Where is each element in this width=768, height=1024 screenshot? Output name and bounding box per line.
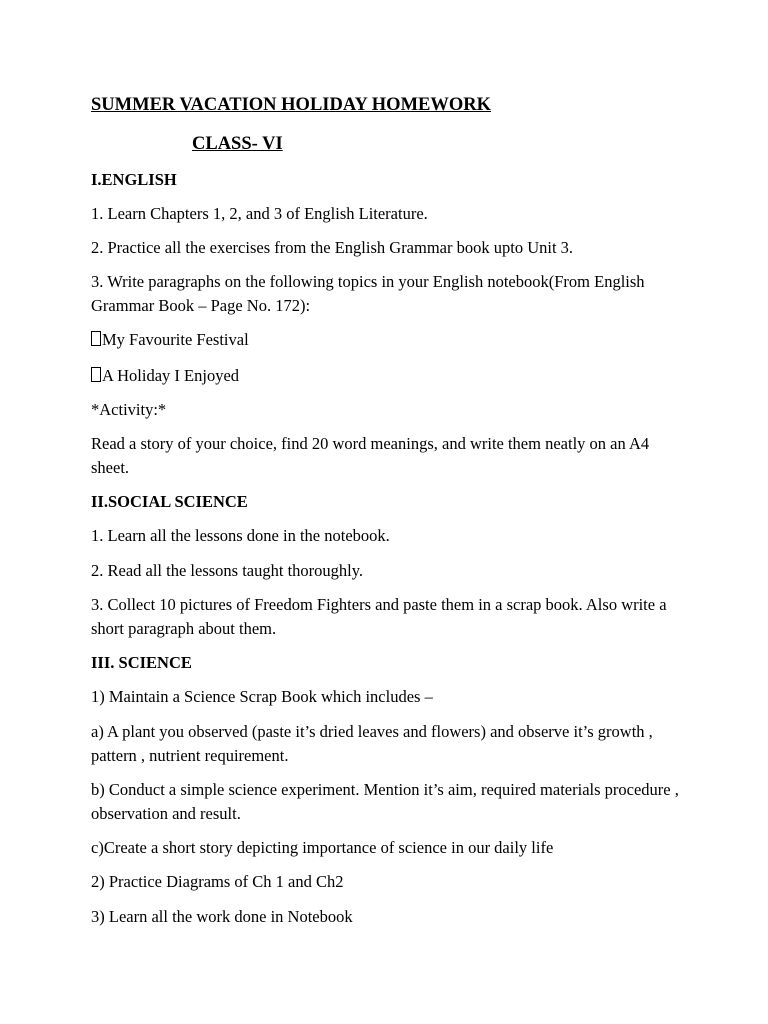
class-label: CLASS- VI <box>192 134 283 154</box>
science-item-a: a) A plant you observed (paste it’s dried leaves and flowers) and observe it’s growth , pattern , nutrient requirement. <box>91 722 653 765</box>
science-item-2: 2) Practice Diagrams of Ch 1 and Ch2 <box>91 872 344 891</box>
science-item-b: b) Conduct a simple science experiment. Mention it’s aim, required materials procedure , observation and result. <box>91 780 679 823</box>
topic-label: A Holiday I Enjoyed <box>102 366 240 385</box>
english-item-1: 1. Learn Chapters 1, 2, and 3 of English Literature. <box>91 204 428 223</box>
social-science-heading: II.SOCIAL SCIENCE <box>91 492 248 511</box>
english-heading: I.ENGLISH <box>91 170 177 189</box>
topic-label: My Favourite Festival <box>102 330 249 349</box>
activity-label: *Activity:* <box>91 400 167 419</box>
science-heading: III. SCIENCE <box>91 653 192 672</box>
topic-item-1 <box>91 328 249 352</box>
social-science-item-3: 3. Collect 10 pictures of Freedom Fighters and paste them in a scrap book. Also write a short paragraph about them. <box>91 595 667 638</box>
bullet-box-icon <box>91 367 101 382</box>
document-title: SUMMER VACATION HOLIDAY HOMEWORK <box>91 95 492 115</box>
english-item-3: 3. Write paragraphs on the following topics in your English notebook(From English Grammar Book – Page No. 172): <box>91 272 645 315</box>
social-science-item-2: 2. Read all the lessons taught thoroughly. <box>91 561 364 580</box>
social-science-item-1: 1. Learn all the lessons done in the notebook. <box>91 526 390 545</box>
science-item-1: 1) Maintain a Science Scrap Book which includes – <box>91 687 433 706</box>
science-item-c: c)Create a short story depicting importance of science in our daily life <box>91 838 554 857</box>
science-item-3: 3) Learn all the work done in Notebook <box>91 907 353 926</box>
english-item-2: 2. Practice all the exercises from the English Grammar book upto Unit 3. <box>91 238 574 257</box>
bullet-box-icon <box>91 331 101 346</box>
topic-item-2 <box>91 364 239 388</box>
activity-text: Read a story of your choice, find 20 word meanings, and write them neatly on an A4 sheet. <box>91 434 650 477</box>
